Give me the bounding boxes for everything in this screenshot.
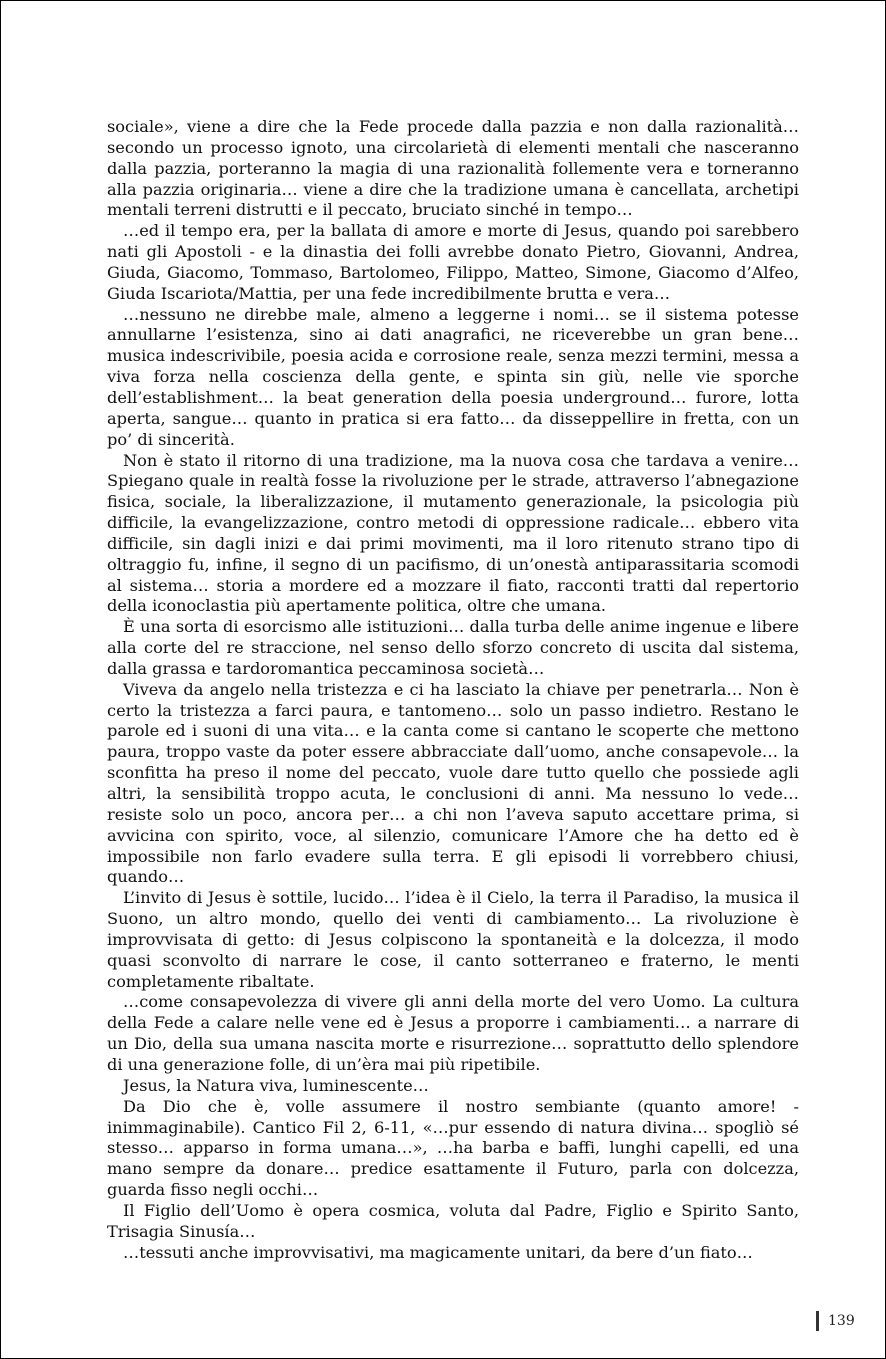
paragraph: Da Dio che è, volle assumere il nostro sembiante (quanto amore! - inimmaginabile). Cantico Fil 2, 6-11, «…pur essendo di natura divina… spogliò sé stesso… apparso in forma umana…», …ha barba e baffi, lunghi capelli, ed una mano sempre da donare… predice esattamente il Futuro, parla con dolcezza, guarda fisso negli occhi… xyxy=(107,1096,799,1200)
paragraph: Non è stato il ritorno di una tradizione, ma la nuova cosa che tardava a venire… Spiegano quale in realtà fosse la rivoluzione per le strade, attraverso l’abnegazione fisica, sociale, la liberalizzazione, il mutamento generazionale, la psicologia più difficile, la evangelizzazione, contro metodi di oppressione radicale… ebbero vita difficile, sin dagli inizi e dai primi movimenti, ma il loro ritenuto strano tipo di oltraggio fu, infine, il segno di un pacifismo, di un’onestà antiparassitaria scomodi al sistema… storia a mordere ed a mozzare il fiato, racconti tratti dal repertorio della iconoclastia più apertamente politica, oltre che umana. xyxy=(107,450,799,616)
paragraph: È una sorta di esorcismo alle istituzioni… dalla turba delle anime ingenue e libere alla corte del re straccione, nel senso dello sforzo concreto di uscita dal sistema, dalla grassa e tardoromantica peccaminosa società… xyxy=(107,617,799,678)
paragraph: Il Figlio dell’Uomo è opera cosmica, voluta dal Padre, Figlio e Spirito Santo, Trisagia Sinusía… xyxy=(107,1200,799,1241)
paragraph: …tessuti anche improvvisativi, ma magicamente unitari, da bere d’un fiato… xyxy=(123,1242,753,1262)
paragraph: Viveva da angelo nella tristezza e ci ha lasciato la chiave per penetrarla… Non è certo la tristezza a farci paura, e tantomeno… solo un passo indietro. Restano le parole ed i suoni di una vita… e la canta come si cantano le scoperte che mettono paura, troppo vaste da poter essere abbracciate dall’uomo, anche consapevole… la sconfitta ha preso il nome del peccato, vuole dare tutto quello che possiede agli altri, la sensibilità troppo acuta, le conclusioni di anni. Ma nessuno lo vede… resiste solo un poco, ancora per… a chi non l’aveva saputo accettare prima, si avvicina con spirito, voce, al silenzio, comunicare l’Amore che ha detto ed è impossibile non farlo evadere sulla terra. E gli episodi li vorrebbero chiusi, quando… xyxy=(107,679,799,887)
paragraph: L’invito di Jesus è sottile, lucido… l’idea è il Cielo, la terra il Paradiso, la musica il Suono, un altro mondo, quello dei venti di cambiamento… La rivoluzione è improvvisata di getto: di Jesus colpiscono la spontaneità e la dolcezza, il modo quasi sconvolto di narrare le cose, il canto sotterraneo e fraterno, le menti completamente ribaltate. xyxy=(107,888,799,991)
page-number: 139 xyxy=(828,1313,855,1329)
folio-rule xyxy=(816,1311,819,1331)
paragraph: sociale», viene a dire che la Fede procede dalla pazzia e non dalla razionalità… secondo un processo ignoto, una circolarietà di elementi mentali che nasceranno dalla pazzia, porteranno la magia di una razionalità follemente vera e torneranno alla pazzia originaria… viene a dire che la tradizione umana è cancellata, archetipi mentali terreni distrutti e il peccato, bruciato sinché in tempo… xyxy=(107,117,799,220)
paragraph: Jesus, la Natura viva, luminescente… xyxy=(123,1075,429,1095)
paragraph: …ed il tempo era, per la ballata di amore e morte di Jesus, quando poi sarebbero nati gli Apostoli - e la dinastia dei folli avrebbe donato Pietro, Giovanni, Andrea, Giuda, Giacomo, Tommaso, Bartolomeo, Filippo, Matteo, Simone, Giacomo d’Alfeo, Giuda Iscariota/Mattia, per una fede incredibilmente brutta e vera… xyxy=(107,221,799,303)
paragraph: …nessuno ne direbbe male, almeno a leggerne i nomi… se il sistema potesse annullarne l’esistenza, sino ai dati anagrafici, ne riceverebbe un gran bene… musica indescrivibile, poesia acida e corrosione reale, senza mezzi termini, messa a viva forza nella coscienza della gente, e spinta sin giù, nelle vie sporche dell’establishment… la beat generation della poesia underground… furore, lotta aperta, sangue… quanto in pratica si era fatto… da disseppellire in fretta, con un po’ di sincerità. xyxy=(107,304,799,449)
paragraph: …come consapevolezza di vivere gli anni della morte del vero Uomo. La cultura della Fede a calare nelle vene ed è Jesus a proporre i cambiamenti… a narrare di un Dio, della sua umana nascita morte e risurrezione… soprattutto dello splendore di una generazione folle, di un’èra mai più ripetibile. xyxy=(107,992,799,1074)
body-text xyxy=(107,117,799,1263)
